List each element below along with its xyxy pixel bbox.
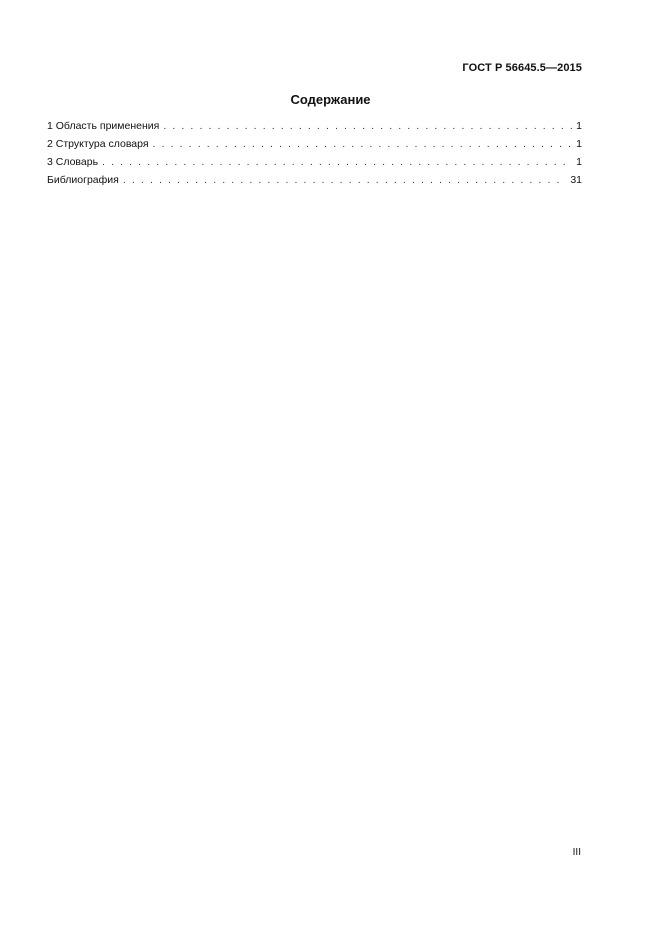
toc-entry-scope[interactable] [47,120,582,138]
toc-dot-leader [123,174,566,187]
toc-dot-leader [153,138,573,151]
page-number: III [572,847,581,858]
toc-entry-page: 1 [576,120,582,132]
toc-entry-vocabulary[interactable] [47,156,582,174]
toc-dot-leader [163,120,572,133]
toc-entry-label: 3 Словарь [47,156,99,168]
toc-entry-page: 31 [570,174,582,186]
toc-entry-page: 1 [576,138,582,150]
toc-entry-label: Библиография [47,174,119,186]
toc-entry-bibliography[interactable] [47,174,582,192]
contents-title: Содержание [290,92,371,107]
toc-entry-label: 1 Область применения [47,120,160,132]
toc-entry-structure[interactable] [47,138,582,156]
document-code: ГОСТ Р 56645.5—2015 [462,62,582,74]
toc-dot-leader [102,156,572,169]
table-of-contents [47,120,582,192]
toc-entry-page: 1 [576,156,582,168]
toc-entry-label: 2 Структура словаря [47,138,149,150]
